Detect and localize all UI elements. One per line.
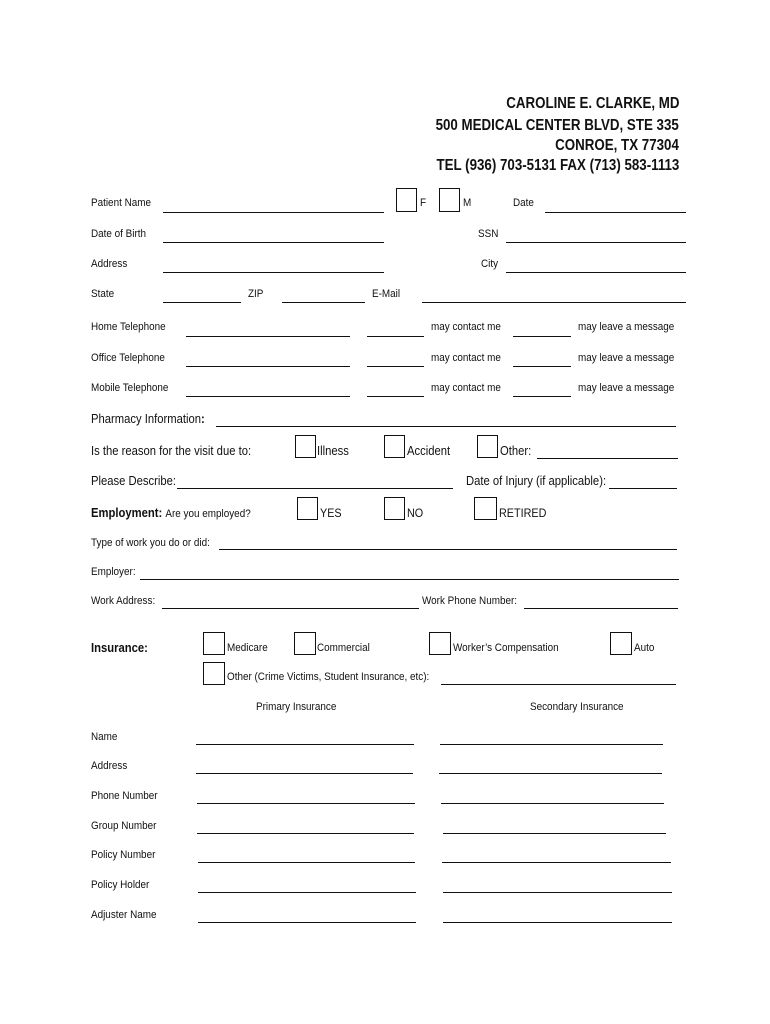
city-label: City xyxy=(481,258,499,270)
mobile-contact-field[interactable] xyxy=(367,396,424,397)
dob-field[interactable] xyxy=(163,242,384,243)
patient-name-label: Patient Name xyxy=(91,197,151,209)
state-field[interactable] xyxy=(163,302,241,303)
other-insurance-label: Other (Crime Victims, Student Insurance, etc): xyxy=(227,671,430,683)
primary-phone-field[interactable] xyxy=(197,803,415,804)
email-field[interactable] xyxy=(422,302,686,303)
ins-policy-label: Policy Number xyxy=(91,849,156,861)
primary-holder-field[interactable] xyxy=(198,892,416,893)
secondary-address-field[interactable] xyxy=(439,773,662,774)
pharmacy-label: Pharmacy Information: xyxy=(91,412,205,426)
accident-checkbox[interactable] xyxy=(384,435,405,458)
mobile-may-contact-label: may contact me xyxy=(431,382,501,394)
date-label: Date xyxy=(513,197,534,209)
type-of-work-label: Type of work you do or did: xyxy=(91,537,210,549)
practice-phone-fax: TEL (936) 703-5131 FAX (713) 583-1113 xyxy=(436,157,679,174)
secondary-policy-field[interactable] xyxy=(442,862,671,863)
ssn-label: SSN xyxy=(478,228,499,240)
employer-field[interactable] xyxy=(140,579,679,580)
sex-f-label: F xyxy=(420,197,427,209)
home-phone-label: Home Telephone xyxy=(91,321,166,333)
state-label: State xyxy=(91,288,115,300)
zip-field[interactable] xyxy=(282,302,365,303)
type-of-work-field[interactable] xyxy=(219,549,677,550)
employer-label: Employer: xyxy=(91,566,136,578)
sex-m-label: M xyxy=(463,197,472,209)
office-may-contact-label: may contact me xyxy=(431,352,501,364)
commercial-label: Commercial xyxy=(317,642,370,654)
other-reason-label: Other: xyxy=(500,444,532,458)
date-field[interactable] xyxy=(545,212,686,213)
employed-yes-checkbox[interactable] xyxy=(297,497,318,520)
primary-name-field[interactable] xyxy=(196,744,414,745)
address-field[interactable] xyxy=(163,272,384,273)
sex-f-checkbox[interactable] xyxy=(396,188,417,212)
office-may-leave-label: may leave a message xyxy=(578,352,675,364)
employed-no-label: NO xyxy=(407,506,424,520)
injury-date-field[interactable] xyxy=(609,488,677,489)
office-phone-field[interactable] xyxy=(186,366,350,367)
auto-checkbox[interactable] xyxy=(610,632,632,655)
home-contact-field[interactable] xyxy=(367,336,424,337)
medicare-label: Medicare xyxy=(227,642,268,654)
describe-label: Please Describe: xyxy=(91,474,177,488)
primary-adjuster-field[interactable] xyxy=(198,922,416,923)
primary-insurance-heading: Primary Insurance xyxy=(256,701,337,713)
accident-label: Accident xyxy=(407,444,451,458)
commercial-checkbox[interactable] xyxy=(294,632,316,655)
primary-group-field[interactable] xyxy=(197,833,414,834)
workers-comp-label: Worker’s Compensation xyxy=(453,642,559,654)
mobile-phone-field[interactable] xyxy=(186,396,350,397)
patient-name-field[interactable] xyxy=(163,212,384,213)
other-reason-field[interactable] xyxy=(537,458,678,459)
ins-group-label: Group Number xyxy=(91,820,157,832)
home-may-contact-label: may contact me xyxy=(431,321,501,333)
office-message-field[interactable] xyxy=(513,366,571,367)
practice-address: 500 MEDICAL CENTER BLVD, STE 335 xyxy=(435,117,679,134)
ssn-field[interactable] xyxy=(506,242,686,243)
ins-holder-label: Policy Holder xyxy=(91,879,150,891)
auto-label: Auto xyxy=(634,642,655,654)
secondary-phone-field[interactable] xyxy=(441,803,664,804)
secondary-adjuster-field[interactable] xyxy=(443,922,672,923)
secondary-name-field[interactable] xyxy=(440,744,663,745)
dob-label: Date of Birth xyxy=(91,228,147,240)
ins-address-label: Address xyxy=(91,760,128,772)
ins-phone-label: Phone Number xyxy=(91,790,158,802)
employed-no-checkbox[interactable] xyxy=(384,497,405,520)
address-label: Address xyxy=(91,258,128,270)
mobile-phone-label: Mobile Telephone xyxy=(91,382,169,394)
workers-comp-checkbox[interactable] xyxy=(429,632,451,655)
employment-label: Employment: Are you employed? xyxy=(91,506,251,520)
ins-name-label: Name xyxy=(91,731,118,743)
mobile-message-field[interactable] xyxy=(513,396,571,397)
home-may-leave-label: may leave a message xyxy=(578,321,675,333)
sex-m-checkbox[interactable] xyxy=(439,188,460,212)
illness-checkbox[interactable] xyxy=(295,435,316,458)
email-label: E-Mail xyxy=(372,288,401,300)
office-phone-label: Office Telephone xyxy=(91,352,165,364)
zip-label: ZIP xyxy=(248,288,264,300)
home-phone-field[interactable] xyxy=(186,336,350,337)
ins-adjuster-label: Adjuster Name xyxy=(91,909,157,921)
secondary-group-field[interactable] xyxy=(443,833,666,834)
primary-address-field[interactable] xyxy=(196,773,413,774)
medicare-checkbox[interactable] xyxy=(203,632,225,655)
employed-retired-label: RETIRED xyxy=(499,506,547,520)
pharmacy-field[interactable] xyxy=(216,426,676,427)
employed-retired-checkbox[interactable] xyxy=(474,497,497,520)
primary-policy-field[interactable] xyxy=(198,862,415,863)
injury-date-label: Date of Injury (if applicable): xyxy=(466,474,607,488)
other-insurance-checkbox[interactable] xyxy=(203,662,225,685)
secondary-holder-field[interactable] xyxy=(443,892,672,893)
office-contact-field[interactable] xyxy=(367,366,424,367)
practice-name: CAROLINE E. CLARKE, MD xyxy=(505,95,679,112)
work-phone-field[interactable] xyxy=(524,608,678,609)
other-reason-checkbox[interactable] xyxy=(477,435,498,458)
insurance-label: Insurance: xyxy=(91,641,148,655)
visit-reason-label: Is the reason for the visit due to: xyxy=(91,444,252,458)
illness-label: Illness xyxy=(317,444,349,458)
home-message-field[interactable] xyxy=(513,336,571,337)
describe-field[interactable] xyxy=(177,488,453,489)
other-insurance-field[interactable] xyxy=(441,684,676,685)
work-address-label: Work Address: xyxy=(91,595,156,607)
city-field[interactable] xyxy=(506,272,686,273)
work-address-field[interactable] xyxy=(162,608,419,609)
secondary-insurance-heading: Secondary Insurance xyxy=(530,701,624,713)
employed-yes-label: YES xyxy=(320,506,342,520)
mobile-may-leave-label: may leave a message xyxy=(578,382,675,394)
practice-city: CONROE, TX 77304 xyxy=(555,137,679,154)
work-phone-label: Work Phone Number: xyxy=(422,595,518,607)
